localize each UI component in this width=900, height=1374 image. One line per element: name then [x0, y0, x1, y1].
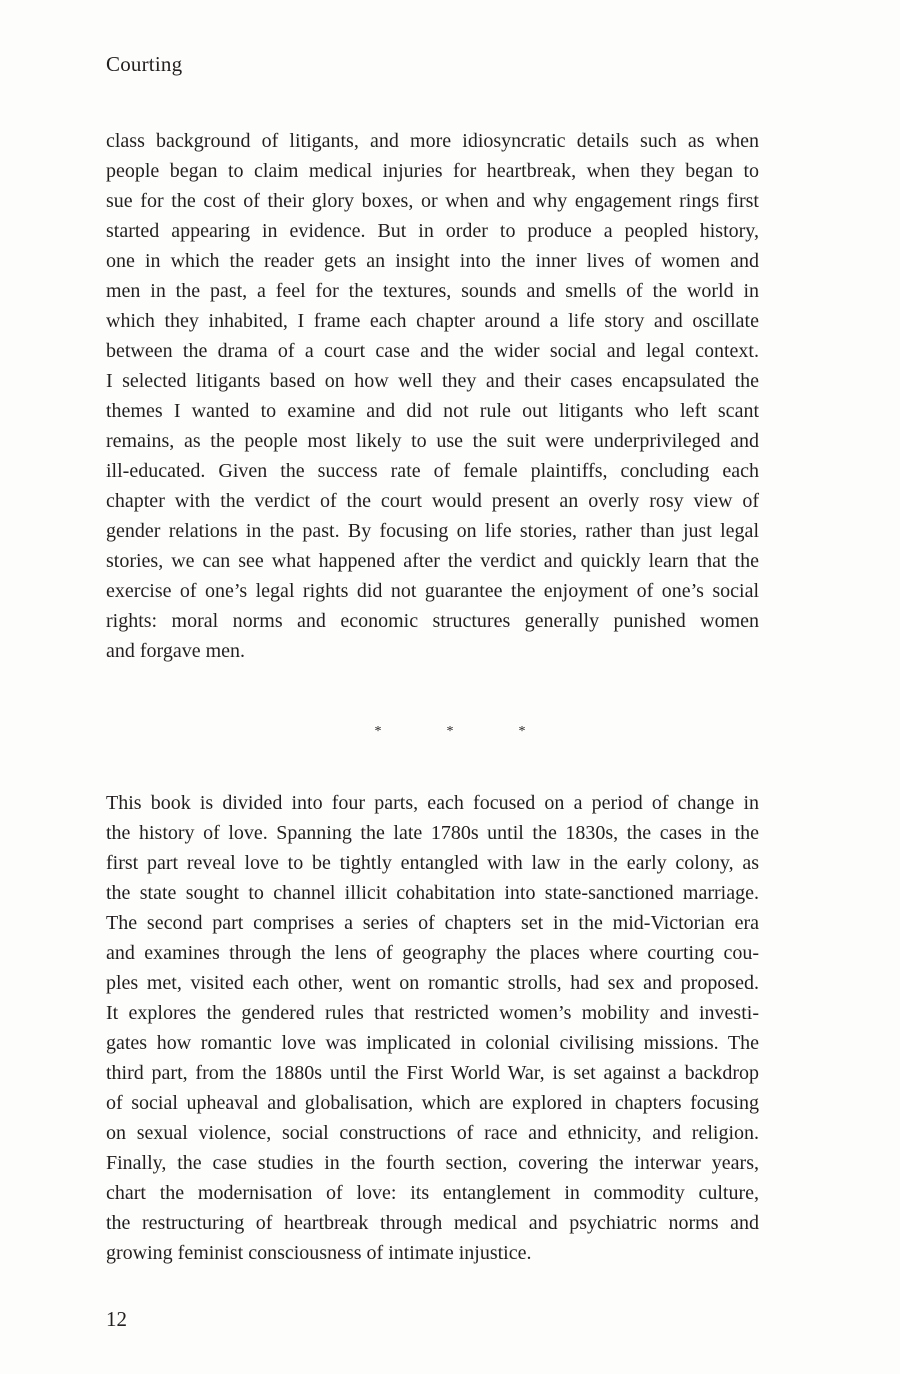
- text-line: the state sought to channel illicit cohabitation into state-sanctioned marriage.: [106, 882, 759, 904]
- section-break-asterisk: *: [374, 724, 382, 739]
- text-line: the restructuring of heartbreak through medical and psychiatric norms and: [106, 1212, 759, 1234]
- text-line: themes I wanted to examine and did not rule out litigants who left scant: [106, 400, 759, 422]
- text-line: stories, we can see what happened after the verdict and quickly learn that the: [106, 550, 759, 572]
- text-line: third part, from the 1880s until the First World War, is set against a backdrop: [106, 1062, 759, 1084]
- text-line: people began to claim medical injuries for heartbreak, when they began to: [106, 160, 759, 182]
- body-paragraph-1: [106, 126, 759, 666]
- body-paragraph-2: [106, 788, 759, 1268]
- text-line: chapter with the verdict of the court would present an overly rosy view of: [106, 490, 759, 512]
- section-break-asterisk: *: [518, 724, 526, 739]
- text-line: the history of love. Spanning the late 1780s until the 1830s, the cases in the: [106, 822, 759, 844]
- running-head: Courting: [106, 52, 183, 76]
- text-line: started appearing in evidence. But in order to produce a peopled history,: [106, 220, 759, 242]
- text-line: on sexual violence, social constructions of race and ethnicity, and religion.: [106, 1122, 759, 1144]
- text-line: gender relations in the past. By focusing on life stories, rather than just legal: [106, 520, 759, 542]
- text-line: exercise of one’s legal rights did not guarantee the enjoyment of one’s social: [106, 580, 759, 602]
- text-line: men in the past, a feel for the textures, sounds and smells of the world in: [106, 280, 759, 302]
- text-line: Finally, the case studies in the fourth section, covering the interwar years,: [106, 1152, 759, 1174]
- text-line: growing feminist consciousness of intimate injustice.: [106, 1242, 532, 1264]
- text-line: and examines through the lens of geography the places where courting cou-: [106, 942, 759, 964]
- page-number: 12: [106, 1307, 127, 1331]
- text-line: ples met, visited each other, went on romantic strolls, had sex and proposed.: [106, 972, 759, 994]
- text-line: ill-educated. Given the success rate of female plaintiffs, concluding each: [106, 460, 759, 482]
- text-line: The second part comprises a series of chapters set in the mid-Victorian era: [106, 912, 759, 934]
- text-line: gates how romantic love was implicated in colonial civilising missions. The: [106, 1032, 759, 1054]
- text-line: one in which the reader gets an insight into the inner lives of women and: [106, 250, 759, 272]
- section-break-asterisk: *: [446, 724, 454, 739]
- text-line: of social upheaval and globalisation, which are explored in chapters focusing: [106, 1092, 759, 1114]
- text-line: It explores the gendered rules that restricted women’s mobility and investi-: [106, 1002, 759, 1024]
- text-line: which they inhabited, I frame each chapter around a life story and oscillate: [106, 310, 759, 332]
- text-line: first part reveal love to be tightly entangled with law in the early colony, as: [106, 852, 759, 874]
- text-line: rights: moral norms and economic structures generally punished women: [106, 610, 759, 632]
- text-line: remains, as the people most likely to use the suit were underprivileged and: [106, 430, 759, 452]
- text-line: class background of litigants, and more idiosyncratic details such as when: [106, 130, 759, 152]
- text-line: sue for the cost of their glory boxes, or when and why engagement rings first: [106, 190, 759, 212]
- text-line: I selected litigants based on how well they and their cases encapsulated the: [106, 370, 759, 392]
- text-line: and forgave men.: [106, 640, 246, 662]
- text-line: chart the modernisation of love: its entanglement in commodity culture,: [106, 1182, 759, 1204]
- text-line: between the drama of a court case and the wider social and legal context.: [106, 340, 759, 362]
- section-break: [370, 722, 530, 742]
- text-line: This book is divided into four parts, each focused on a period of change in: [106, 792, 759, 814]
